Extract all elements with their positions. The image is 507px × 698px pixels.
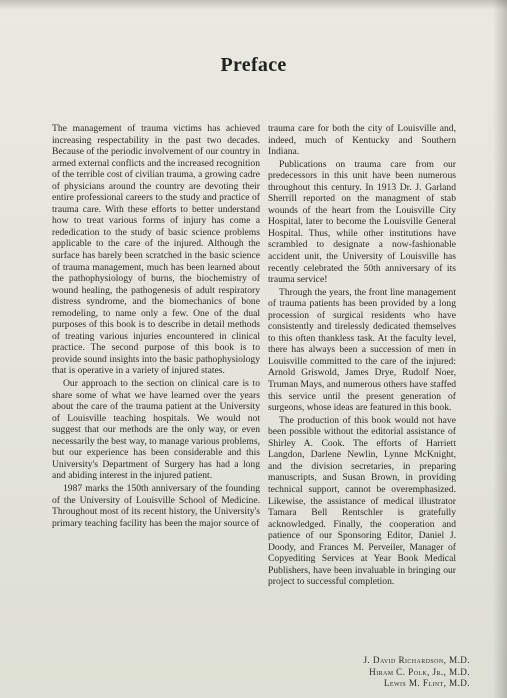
paragraph: 1987 marks the 150th anniversary of the founding of the University of Louisville School of Medicine. Throughout most of its recent history, the University's primary teaching facility has been the major source of — [52, 482, 260, 529]
paragraph: Through the years, the front line management of trauma patients has been provided by a long procession of surgical residents who have consistently and tirelessly dedicated themselves to this often thankless task. At the faculty level, there has always been a succession of men in Louisville committed to the care of the injured: Arnold Griswold, James Drye, Rudolf Noer, Truman Mays, and numerous others have staffed this service until the present generation of surgeons, whose ideas are featured in this book. — [268, 286, 456, 414]
paragraph: Publications on trauma care from our predecessors in this unit have been numerous throughout this century. In 1913 Dr. J. Garland Sherrill reported on the managment of stab wounds of the heart from the Louisville City Hospital, later to become the Louisville General Hospital. Thus, while other institutions have scrambled to designate a now-fashionable accident unit, the University of Louisville has recently celebrated the 50th anniversary of its trauma service! — [268, 158, 456, 286]
author-signatures — [300, 655, 470, 690]
right-text-column — [268, 123, 456, 588]
paragraph: The management of trauma victims has achieved increasing respectability in the past two decades. Because of the periodic involvement of our country in armed external conflicts and the increased recognition of the terrible cost of civilian trauma, a growing cadre of physicians around the country are devoting their entire professional careers to the study and practice of trauma care. With these efforts to better understand how to treat various forms of injury has come a rededication to the study of basic science problems applicable to the care of the injured. Although the surface has barely been scratched in the basic science of trauma management, much has been learned about the pathophysiology of burns, the biochemistry of wound healing, the pathogenesis of adult respiratory distress syndrome, and the biomechanics of bone remodeling, to name only a few. One of the dual purposes of this book is to describe in detail methods of treating various injuries encountered in clinical practice. The second purpose of this book is to provide sound insights into the basic pathophysiology that is operative in a variety of injured states. — [52, 123, 260, 377]
author-name: Hiram C. Polk, Jr., M.D. — [369, 666, 470, 677]
page-top-shadow — [0, 0, 507, 10]
page-edge-shadow — [493, 0, 507, 698]
paragraph: trauma care for both the city of Louisville and, indeed, much of Kentucky and Southern Indiana. — [268, 123, 456, 158]
paragraph: The production of this book would not have been possible without the editorial assistance of Shirley A. Cook. The efforts of Harriett Langdon, Darlene Newlin, Lynne McKnight, and the division secretaries, in preparing manuscripts, and Susan Brown, in providing technical support, cannot be overemphasized. Likewise, the assistance of medical illustrator Tamara Bell Rentschler is gratefully acknowledged. Finally, the cooperation and patience of our Sponsoring Editor, Daniel J. Doody, and Frances M. Perveiler, Manager of Copyediting Services at Year Book Medical Publishers, have been invaluable in bringing our project to successful completion. — [268, 414, 456, 588]
author-name: Lewis M. Flint, M.D. — [383, 678, 470, 688]
author-name: J. David Richardson, M.D. — [363, 655, 470, 665]
paragraph: Our approach to the section on clinical care is to share some of what we have learned over the years about the care of the trauma patient at the University of Louisville teaching hospitals. We would not suggest that our methods are the only way, or even necessarily the best way, to manage various problems, but our experience has been considerable and this University's Department of Surgery has had a long and abiding interest in the injured patient. — [52, 378, 260, 482]
left-text-column — [52, 123, 260, 529]
page-title: Preface — [220, 54, 287, 76]
